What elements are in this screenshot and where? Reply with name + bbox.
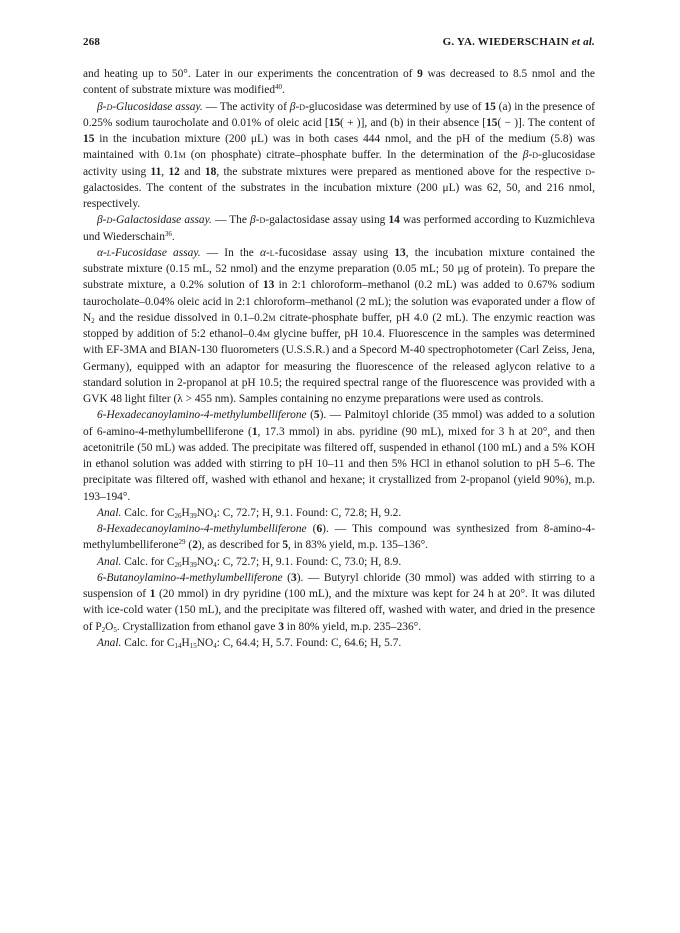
running-head-authors: G. YA. WIEDERSCHAIN — [442, 36, 569, 48]
page-number: 268 — [83, 36, 101, 48]
paragraph-fucosidase-assay: α-l-Fucosidase assay. — In the α-l-fucosidase assay using 13, the incubation mixture contained the substrate mixture (0.15 mL, 52 nmol) and the enzyme preparation (0.05 mL; 50 μg of protein). To prepare the substrate mixture, a 0.2% solution of 13 in 2:1 chloroform–methanol (0.2 mL) was added to 0.67% sodium taurocholate–0.04% oleic acid in 2:1 chloroform–methanol (2 mL); the solution was evaporated under a flow of $N_2$ and the residue dissolved in 0.1–0.2m citrate-phosphate buffer, pH 4.0 (2 mL). The enzymic reaction was stopped by addition of 5:2 ethanol–0.4m glycine buffer, pH 10.4. Fluorescence in the samples was determined with EF-3MA and BIAN-130 fluorometers (U.S.S.R.) and a Specord M-40 spectrophotometer (Carl Zeiss, Jena, Germany), equipped with an adaptor for measuring the fluorescence of the released aglycon relative to a standard solution in 2-propanol at pH 10.5; the required spectral range of the fluorescence was provided with a GVK 48 light filter (λ > 455 nm). Samples containing no enzyme preparations were used as controls. — [83, 246, 596, 405]
body-text — [83, 66, 595, 651]
analysis-compound-5: Anal. Calc. for $C_{26}H_{39}NO_4$: C, 72.7; H, 9.1. Found: C, 72.8; H, 9.2. — [97, 506, 402, 520]
analysis-compound-6: Anal. Calc. for $C_{26}H_{39}NO_4$: C, 72.7; H, 9.1. Found: C, 73.0; H, 8.9. — [97, 555, 402, 569]
paragraph-galactosidase-assay: β-d-Galactosidase assay. — The β-d-galactosidase assay using 14 was performed according to Kuzmichleva und Wiederschain$^{36}$. — [83, 214, 595, 243]
running-head-etal: et al. — [571, 36, 595, 48]
running-head — [443, 36, 595, 48]
paragraph-compound-3: 6-Butanoylamino-4-methylumbelliferone (3). — Butyryl chloride (30 mmol) was added with stirring to a suspension of 1 (20 mmol) in dry pyridine (100 mL), and the mixture was kept for 24 h at 20°. It was diluted with ice-cold water (150 mL), and the precipitate was filtered off, washed with water, and dried in the presence of $P_2O_5$. Crystallization from ethanol gave 3 in 80% yield, m.p. 235–236°. — [83, 571, 595, 634]
paragraph-continuation: and heating up to 50°. Later in our experiments the concentration of 9 was decreased to 8.5 nmol and the content of substrate mixture was modified$^{40}$. — [83, 68, 595, 97]
paragraph-compound-5: 6-Hexadecanoylamino-4-methylumbelliferone (5). — Palmitoyl chloride (35 mmol) was added to a solution of 6-amino-4-methylumbelliferone (1, 17.3 mmol) in abs. pyridine (90 mL), mixed for 3 h at 20°, and then acetonitrile (50 mL) was added. The precipitate was filtered off, suspended in ethanol (100 mL) and a 5% KOH in ethanol solution was added with stirring to pH 10–11 and then 5% HCl in ethanol solution to pH 5–6. The precipitate was filtered off, washed with ethanol and hexane; it crystallized from 2-propanol (yield 90%), m.p. 193–194°. — [83, 409, 596, 503]
analysis-compound-3: Anal. Calc. for $C_{14}H_{15}NO_4$: C, 64.4; H, 5.7. Found: C, 64.6; H, 5.7. — [97, 636, 402, 650]
paragraph-compound-6: 8-Hexadecanoylamino-4-methylumbelliferone (6). — This compound was synthesized from 8-amino-4-methylumbelliferone$^{29}$ (2), as described for 5, in 83% yield, m.p. 135–136°. — [83, 523, 595, 552]
paragraph-glucosidase-assay: β-d-Glucosidase assay. — The activity of β-d-glucosidase was determined by use of 15 (a) in the presence of 0.25% sodium taurocholate and 0.01% of oleic acid [15( + )], and (b) in their absence [15( − )]. The content of 15 in the incubation mixture (200 μL) was in both cases 444 nmol, and the pH of the medium (5.8) was maintained with 0.1m (on phosphate) citrate–phosphate buffer. In the determination of the β-d-glucosidase activity using 11, 12 and 18, the substrate mixtures were prepared as mentioned above for the respective d-galactosides. The content of the substrates in the incubation mixture (200 μL) was 62, 50, and 216 nmol, respectively. — [83, 100, 595, 210]
